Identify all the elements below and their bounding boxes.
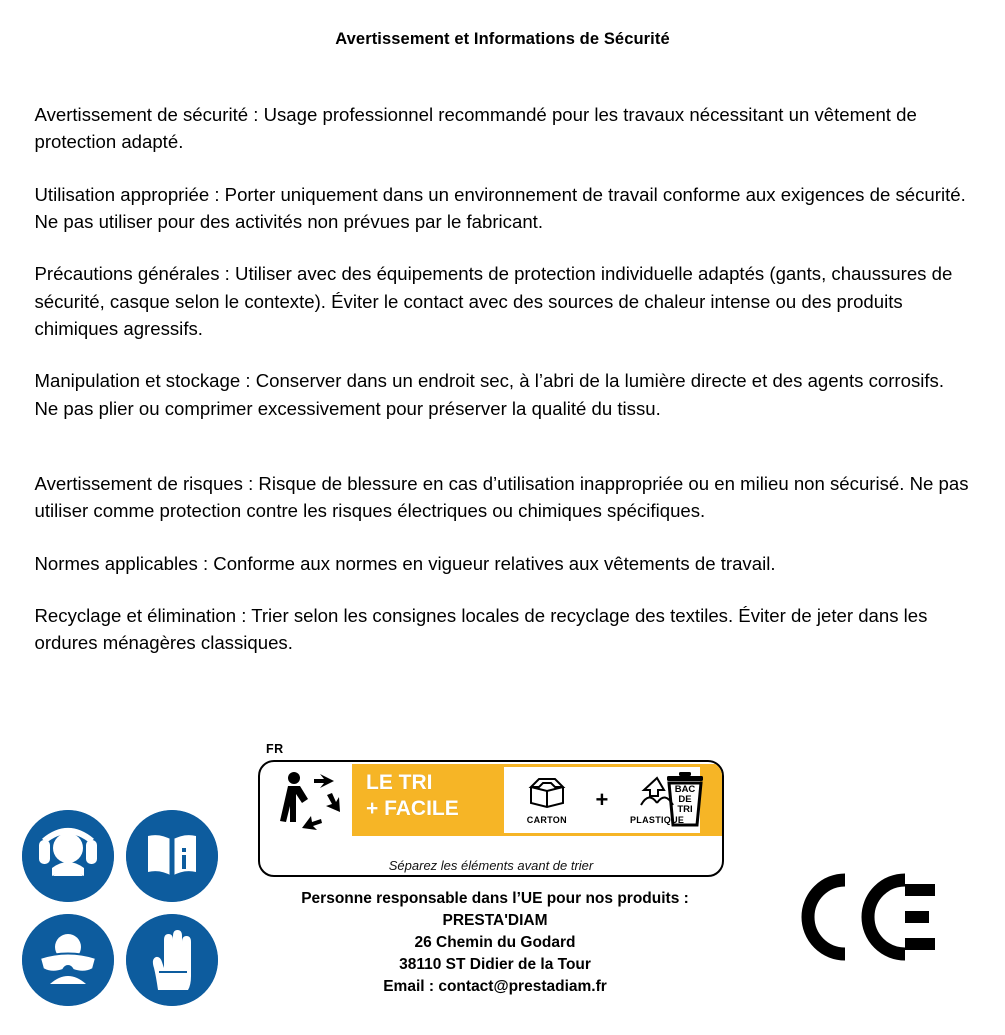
triman-logo-icon: [260, 762, 352, 838]
triman-yellow-band: [352, 764, 724, 836]
materials-plus-sign: +: [595, 787, 609, 812]
triman-box: [258, 760, 724, 877]
responsible-street: 26 Chemin du Godard: [414, 934, 576, 951]
triman-footer-text: Séparez les éléments avant de trier: [388, 858, 594, 873]
bac-line2: DE: [678, 794, 692, 806]
triman-language-tag: FR: [266, 742, 284, 756]
eu-responsible-person: [190, 888, 800, 998]
document-page: [0, 30, 1005, 1035]
mandatory-pictograms: [22, 810, 218, 1006]
triman-slogan-line1: LE TRI: [366, 771, 433, 794]
ear-protection-icon: [22, 810, 114, 902]
material-carton-label: CARTON: [526, 815, 567, 825]
triman-slogan-line2: + FACILE: [366, 796, 459, 820]
paragraph-risk-warning: Avertissement de risques : Risque de blessure en cas d’utilisation inappropriée ou en milieu non sécurisé. Ne pas utiliser comme protection contre les risques électriques ou chimiques spécifiques.: [34, 472, 969, 522]
paragraph-safety-warning: Avertissement de sécurité : Usage professionnel recommandé pour les travaux nécessitant un vêtement de protection adapté.: [34, 104, 917, 153]
paragraph-general-precautions: Précautions générales : Utiliser avec des équipements de protection individuelle adaptés (gants, chaussures de sécurité, casque selon le contexte). Éviter le contact avec des sources de chaleur intense ou des produits chimiques agressifs.: [34, 263, 953, 339]
ce-mark-icon: [793, 872, 943, 962]
safety-text-block: [35, 49, 971, 657]
paragraph-standards: Normes applicables : Conforme aux normes en vigueur relatives aux vêtements de travail.: [34, 552, 776, 574]
page-title: Avertissement et Informations de Sécurité: [335, 30, 670, 48]
responsible-company: PRESTA'DIAM: [442, 912, 548, 929]
responsible-city: 38110 ST Didier de la Tour: [399, 956, 591, 973]
bac-line1: BAC: [674, 784, 696, 796]
paragraph-recycling: Recyclage et élimination : Trier selon les consignes locales de recyclage des textiles. Éviter de jeter dans les ordures ménagères classiques.: [34, 604, 928, 654]
footer-zone: [0, 720, 1005, 1035]
bac-line3: TRI: [677, 803, 693, 815]
material-carton: [510, 775, 584, 825]
paragraph-appropriate-use: Utilisation appropriée : Porter uniquement dans un environnement de travail conforme aux exigences de sécurité. Ne pas utiliser pour des activités non prévues par le fabricant.: [34, 183, 966, 232]
bac-de-tri-label: [675, 785, 696, 815]
responsible-email: Email : contact@prestadiam.fr: [383, 978, 607, 995]
eye-protection-icon: [22, 914, 114, 1006]
bac-de-tri-icon: [652, 768, 718, 832]
responsible-line-1: Personne responsable dans l’UE pour nos produits :: [301, 890, 689, 907]
triman-slogan: [366, 770, 498, 821]
paragraph-handling-storage: Manipulation et stockage : Conserver dans un endroit sec, à l’abri de la lumière directe et des agents corrosifs. Ne pas plier ou comprimer excessivement pour préserver la qualité du tissu.: [34, 370, 945, 419]
triman-recycling-label: [258, 742, 724, 877]
material-plastique-label: PLASTIQUE: [630, 815, 685, 825]
